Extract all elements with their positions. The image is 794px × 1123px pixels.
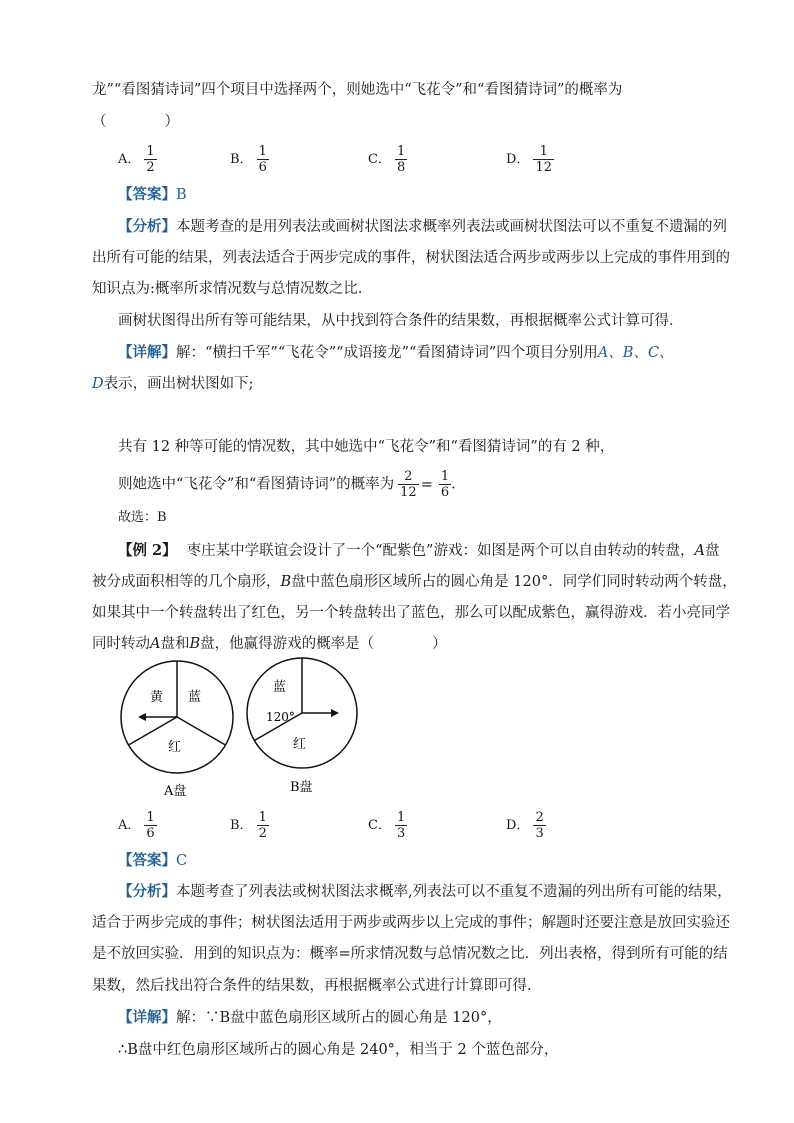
fraction: $\frac{1}{6}$ (440, 469, 450, 500)
q2-option-c: C． $\frac{1}{3}$ (368, 810, 406, 841)
q1-option-a: A． $\frac{1}{2}$ (118, 144, 155, 175)
q1-option-c: C． $\frac{1}{8}$ (368, 144, 406, 175)
q1-detail-line1: 【详解】解：“横扫千军”“飞花令”“成语接龙”“看图猜诗词”四个项目分别用A、B、C、 (118, 344, 674, 361)
q1-stem-line2: （ ） (92, 114, 179, 130)
sector-label-red: 红 (293, 737, 307, 752)
fraction: $\frac{1}{2}$ (146, 144, 155, 175)
spinner-b-caption: B盘 (290, 780, 313, 795)
q1-detail-line2: D表示，画出树状图如下; (92, 376, 254, 392)
q2-option-b: B． $\frac{1}{2}$ (230, 810, 267, 841)
q1-answer: 【答案】B (118, 186, 187, 203)
q1-total-line2: 则她选中“飞花令”和“看图猜诗词”的概率为 $\frac{2}{12}$ = $\frac{1}{6}$ ． (118, 469, 466, 500)
q2-line2: 被分成面积相等的几个扇形，B盘中蓝色扇形区域所占的圆心角是 120°．同学们同时转动两个转盘， (92, 574, 737, 590)
sector-label-blue: 蓝 (273, 680, 287, 695)
q1-option-b: B． $\frac{1}{6}$ (230, 144, 267, 175)
fraction: $\frac{1}{6}$ (258, 144, 267, 175)
q2-line1: 【例 2】 枣庄某中学联谊会设计了一个“配紫色”游戏：如图是两个可以自由转动的转盘，A盘 (118, 542, 720, 559)
q1-total-line1: 共有 12 种等可能的情况数，其中她选中“飞花令”和“看图猜诗词”的有 2 种， (118, 439, 615, 455)
q2-answer: 【答案】C (118, 852, 188, 869)
q2-option-d: D． $\frac{2}{3}$ (506, 810, 544, 841)
q1-option-d: D． $\frac{1}{12}$ (506, 144, 552, 175)
q2-option-a: A． $\frac{1}{6}$ (118, 810, 155, 841)
fraction: $\frac{1}{8}$ (396, 144, 406, 175)
fraction: $\frac{2}{12}$ (400, 469, 417, 500)
q2-line4: 同时转动A盘和B盘，他赢得游戏的概率是（ ） (92, 636, 447, 652)
fraction: $\frac{1}{2}$ (258, 810, 267, 841)
q2-line3: 如果其中一个转盘转出了红色，另一个转盘转出了蓝色，那么可以配成紫色，赢得游戏．若小亮同学 (92, 605, 730, 621)
fraction: $\frac{2}{3}$ (535, 810, 544, 841)
q1-analysis-line3: 知识点为:概率所求情况数与总情况数之比． (92, 281, 373, 297)
q1-analysis-line1: 【分析】本题考查的是用列表法或画树状图法求概率列表法或画树状图法可以不重复不遗漏的列 (118, 218, 727, 235)
spinner-diagram (112, 655, 372, 805)
fraction: $\frac{1}{12}$ (535, 144, 552, 175)
fraction: $\frac{1}{3}$ (396, 810, 406, 841)
q2-detail-line1: 【详解】解：∵B盘中蓝色扇形区域所占的圆心角是 120°， (118, 1009, 502, 1026)
angle-label: 120° (266, 710, 295, 724)
spinner-a-caption: A盘 (164, 784, 187, 799)
q2-analysis-line1: 【分析】本题考查了列表法或树状图法求概率,列表法可以不重复不遗漏的列出所有可能的结果， (118, 883, 732, 900)
q2-analysis-line4: 果数，然后找出符合条件的结果数，再根据概率公式进行计算即可得． (92, 978, 542, 994)
fraction: $\frac{1}{6}$ (146, 810, 155, 841)
q2-analysis-line2: 适合于两步完成的事件；树状图法适用于两步或两步以上完成的事件；解题时还要注意是放回实验还 (92, 915, 730, 931)
sector-label-yellow: 黄 (150, 690, 164, 705)
sector-label-blue: 蓝 (188, 690, 202, 705)
q1-analysis-line2: 出所有可能的结果，列表法适合于两步完成的事件，树状图法适合两步或两步以上完成的事件用到的 (92, 250, 730, 266)
spinner-b (247, 658, 357, 795)
q2-analysis-line3: 是不放回实验．用到的知识点为：概率=所求情况数与总情况数之比．列出表格，得到所有可能的结 (92, 946, 728, 962)
q1-analysis-line4: 画树状图得出所有等可能结果，从中找到符合条件的结果数，再根据概率公式计算可得． (118, 313, 684, 329)
sector-label-red: 红 (168, 740, 182, 755)
q2-detail-line2: ∴B盘中红色扇形区域所占的圆心角是 240°，相当于 2 个蓝色部分， (118, 1042, 559, 1058)
spinner-a (121, 661, 233, 799)
q1-stem-line1: 龙”“看图猜诗词”四个项目中选择两个，则她选中“飞花令”和“看图猜诗词”的概率为 (92, 82, 623, 98)
q1-conclusion: 故选：B (118, 510, 167, 525)
